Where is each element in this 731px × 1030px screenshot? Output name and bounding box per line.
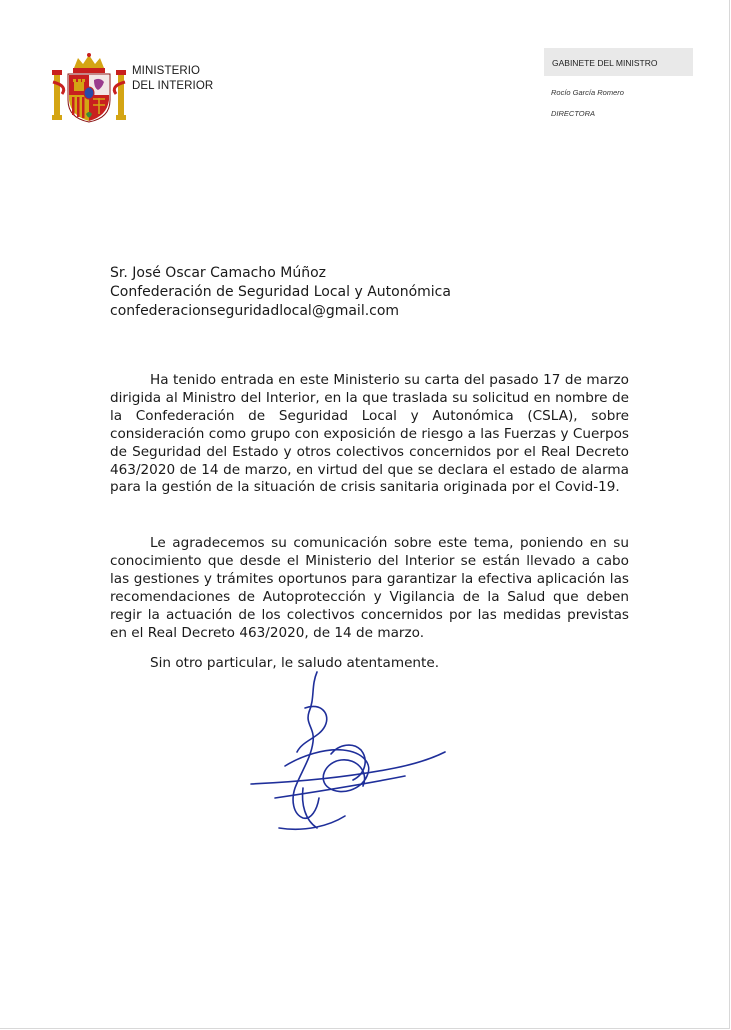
recipient-organization: Confederación de Seguridad Local y Autonómica — [110, 284, 451, 300]
ministry-name — [132, 64, 213, 94]
cabinet-role: DIRECTORA — [551, 109, 596, 118]
handwritten-signature-icon — [245, 668, 465, 840]
ministry-name-line-2: DEL INTERIOR — [132, 80, 214, 92]
closing-line: Sin otro particular, le saludo atentamente. — [150, 655, 440, 671]
body-paragraph-1: Ha tenido entrada en este Ministerio su carta del pasado 17 de marzo dirigida al Ministro del Interior, en la que traslada su solicitud en nombre de la Confederación de Seguridad Local y Autonómica (CSLA), sobre consideración como grupo con exposición de riesgo a las Fuerzas y Cuerpos de Seguridad del Estado y otros colectivos concernidos por el Real Decreto 463/2020 de 14 de marzo, en virtud del que se declara el estado de alarma para la gestión de la situación de crisis sanitaria originada por el Covid-19. — [110, 372, 629, 496]
recipient-name: Sr. José Oscar Camacho Múñoz — [110, 265, 327, 281]
body-paragraph-2: Le agradecemos su comunicación sobre este tema, poniendo en su conocimiento que desde el Ministerio del Interior se están llevado a cabo las gestiones y trámites oportunos para garantizar la efectiva aplicación las recomendaciones de Autoprotección y Vigilancia de la Salud que deben regir la actuación de los colectivos concernidos por las medidas previstas en el Real Decreto 463/2020, de 14 de marzo. — [110, 535, 629, 641]
recipient-email: confederacionseguridadlocal@gmail.com — [110, 303, 400, 319]
cabinet-title: GABINETE DEL MINISTRO — [552, 58, 658, 68]
spanish-coat-of-arms-icon — [50, 52, 128, 126]
ministry-name-line-1: MINISTERIO — [132, 65, 201, 77]
cabinet-person: Rocío García Romero — [551, 88, 624, 97]
recipient-block — [110, 264, 451, 321]
